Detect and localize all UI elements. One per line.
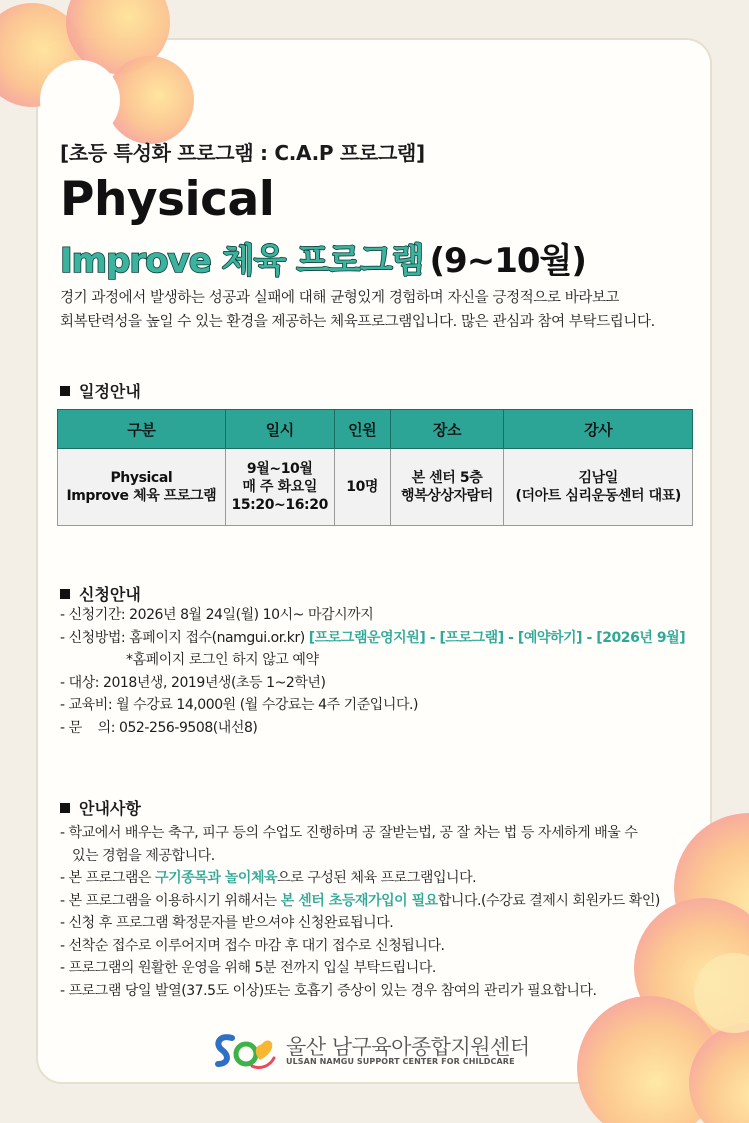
notice-text: 합니다.(수강료 결제시 회원카드 확인)	[437, 892, 660, 909]
title-physical: Physical	[60, 172, 275, 227]
cell-line: 15:20~16:20	[231, 497, 328, 513]
notice-heading	[60, 796, 141, 819]
title-period: (9~10월)	[429, 241, 586, 281]
notice-list	[60, 822, 660, 1002]
schedule-heading	[60, 379, 141, 402]
table-header-cell: 장소	[390, 410, 504, 449]
cell-line: Physical	[110, 470, 173, 486]
method-text: - 신청방법: 홈페이지 접수(namgui.or.kr)	[60, 629, 309, 646]
list-item: - 문 의: 052-256-9508(내선8)	[60, 719, 258, 736]
schedule-heading-label: 일정안내	[79, 382, 141, 401]
method-path-link[interactable]: [프로그램운영지원] - [프로그램] - [예약하기] - [2026년 9월]	[308, 629, 686, 646]
apply-list	[60, 604, 685, 739]
notice-heading-label: 안내사항	[79, 799, 141, 818]
list-item: - 선착순 접수로 이루어지며 접수 마감 후 대기 접수로 신청됩니다.	[60, 937, 445, 954]
square-bullet-icon	[60, 803, 70, 813]
capacity-cell: 10명	[334, 449, 390, 526]
notice-text: - 본 프로그램을 이용하시기 위해서는	[60, 892, 281, 909]
list-item: - 신청 후 프로그램 확정문자를 받으셔야 신청완료됩니다.	[60, 915, 394, 931]
list-item: *홈페이지 로그인 하지 않고 예약	[126, 652, 319, 668]
list-item: - 학교에서 배우는 축구, 피구 등의 수업도 진행하며 공 잘받는법, 공 잘 차는 법 등 자세하게 배울 수	[60, 825, 638, 841]
list-item: - 프로그램의 원활한 운영을 위해 5분 전까지 입실 부탁드립니다.	[60, 960, 436, 976]
table-header-cell: 일시	[225, 410, 334, 449]
cell-line: (더아트 심리운동센터 대표)	[515, 488, 681, 504]
intro-line: 회복탄력성을 높일 수 있는 환경을 제공하는 체육프로그램입니다. 많은 관심과 참여 부탁드립니다.	[60, 314, 655, 330]
table-header-cell: 강사	[504, 410, 693, 449]
notice-highlight: 본 센터 초등재가입이 필요	[280, 892, 438, 909]
list-item: - 교육비: 월 수강료 14,000원 (월 수강료는 4주 기준입니다.)	[60, 697, 419, 713]
list-item: - 프로그램 당일 발열(37.5도 이상)또는 호흡기 증상이 있는 경우 참여의 관리가 필요합니다.	[60, 982, 597, 999]
list-item: - 대상: 2018년생, 2019년생(초등 1~2학년)	[60, 674, 326, 691]
center-name-english: ULSAN NAMGU SUPPORT CENTER FOR CHILDCARE	[286, 1057, 515, 1066]
cell-line: Improve 체육 프로그램	[66, 488, 217, 504]
notice-text: - 본 프로그램은	[60, 870, 156, 886]
cell-line: 본 센터 5층	[411, 470, 483, 486]
notice-text: 으로 구성된 체육 프로그램입니다.	[277, 870, 477, 886]
cell-line: 매 주 화요일	[242, 479, 317, 495]
table-header-row	[58, 410, 693, 449]
datetime-cell	[225, 449, 334, 526]
list-item	[60, 890, 660, 913]
center-name: 울산 남구육아종합지원센터	[286, 1035, 530, 1059]
table-header-cell: 인원	[334, 410, 390, 449]
title-highlight: Improve 체육 프로그램	[60, 241, 424, 281]
table-header-cell: 구분	[58, 410, 226, 449]
list-item: - 신청기간: 2026년 8월 24일(월) 10시~ 마감시까지	[60, 607, 374, 623]
list-item	[60, 627, 685, 650]
intro-text	[60, 286, 655, 334]
cell-line: 행복상상자람터	[401, 488, 493, 504]
program-cell	[58, 449, 226, 526]
intro-line: 경기 과정에서 발생하는 성공과 실패에 대해 균형있게 경험하며 자신을 긍정적으로 바라보고	[60, 290, 620, 306]
notice-highlight: 구기종목과 놀이체육	[155, 870, 278, 886]
apply-heading	[60, 582, 141, 605]
cell-line: 9월~10월	[246, 461, 313, 477]
center-logo-icon	[212, 1030, 278, 1072]
square-bullet-icon	[60, 386, 70, 396]
apply-heading-label: 신청안내	[79, 585, 141, 604]
place-cell	[390, 449, 504, 526]
title-improve	[60, 233, 586, 282]
list-item: 있는 경험을 제공합니다.	[72, 847, 215, 864]
list-item	[60, 867, 660, 890]
program-subtitle: [초등 특성화 프로그램 : C.A.P 프로그램]	[60, 141, 425, 165]
table-row	[58, 449, 693, 526]
square-bullet-icon	[60, 589, 70, 599]
cell-line: 김남일	[578, 470, 618, 486]
instructor-cell	[504, 449, 693, 526]
schedule-table	[57, 409, 693, 526]
